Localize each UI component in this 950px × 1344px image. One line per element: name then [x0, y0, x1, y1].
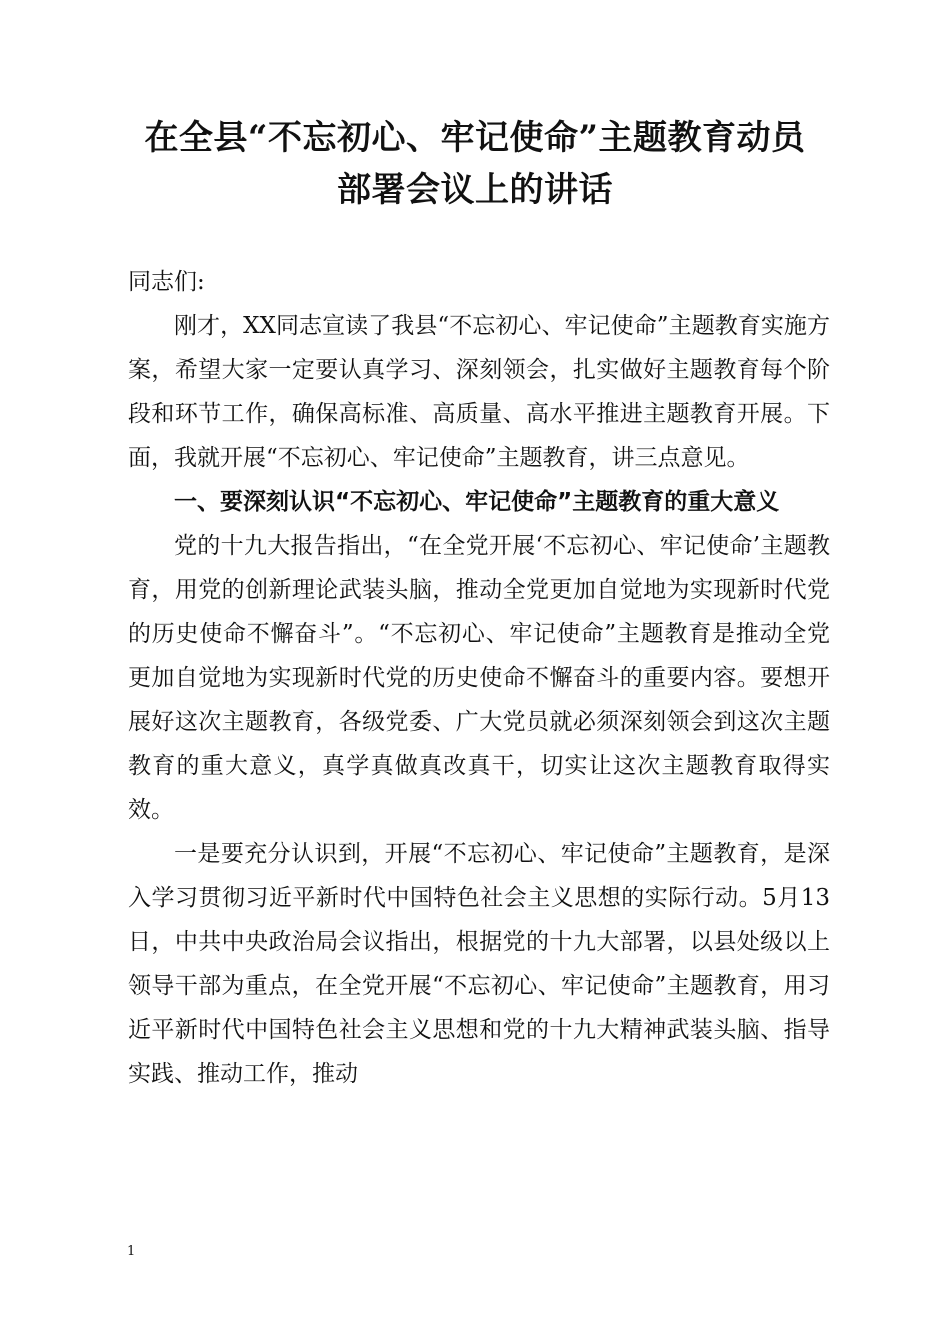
page-number: 1 — [127, 1244, 136, 1259]
salutation: 同志们: — [128, 269, 205, 295]
paragraph-opening: 刚才，XX同志宣读了我县“不忘初心、牢记使命”主题教育实施方案，希望大家一定要认真学习、深刻领会，扎实做好主题教育每个阶段和环节工作，确保高标准、高质量、高水平推进主题教育开展。下面，我就开展“不忘初心、牢记使命”主题教育，讲三点意见。 — [128, 313, 830, 471]
section-heading-1: 一、要深刻认识“不忘初心、牢记使命”主题教育的重大意义 — [174, 489, 780, 515]
paragraph-point-one — [128, 832, 830, 1096]
document-body — [128, 260, 830, 1096]
subheading-point-one: 一是要充分认识到，开展“不忘初心、牢记使命”主题教育，是深入学习贯彻习近平新时代中国特色社会主义思想的实际行动。 — [128, 841, 830, 911]
document-title — [110, 112, 840, 216]
title-line-1: 在全县“不忘初心、牢记使命”主题教育动员 — [144, 118, 806, 158]
paragraph-point-one-text: 5月13日，中共中央政治局会议指出，根据党的十九大部署，以县处级以上领导干部为重点，在全党开展“不忘初心、牢记使命”主题教育，用习近平新时代中国特色社会主义思想和党的十九大精神武装头脑、指导实践、推动工作，推动 — [128, 885, 830, 1087]
title-line-2: 部署会议上的讲话 — [337, 170, 613, 210]
paragraph-significance: 党的十九大报告指出，“在全党开展‘不忘初心、牢记使命’主题教育，用党的创新理论武装头脑，推动全党更加自觉地为实现新时代党的历史使命不懈奋斗”。“不忘初心、牢记使命”主题教育是推动全党更加自觉地为实现新时代党的历史使命不懈奋斗的重要内容。要想开展好这次主题教育，各级党委、广大党员就必须深刻领会到这次主题教育的重大意义，真学真做真改真干，切实让这次主题教育取得实效。 — [128, 533, 830, 823]
